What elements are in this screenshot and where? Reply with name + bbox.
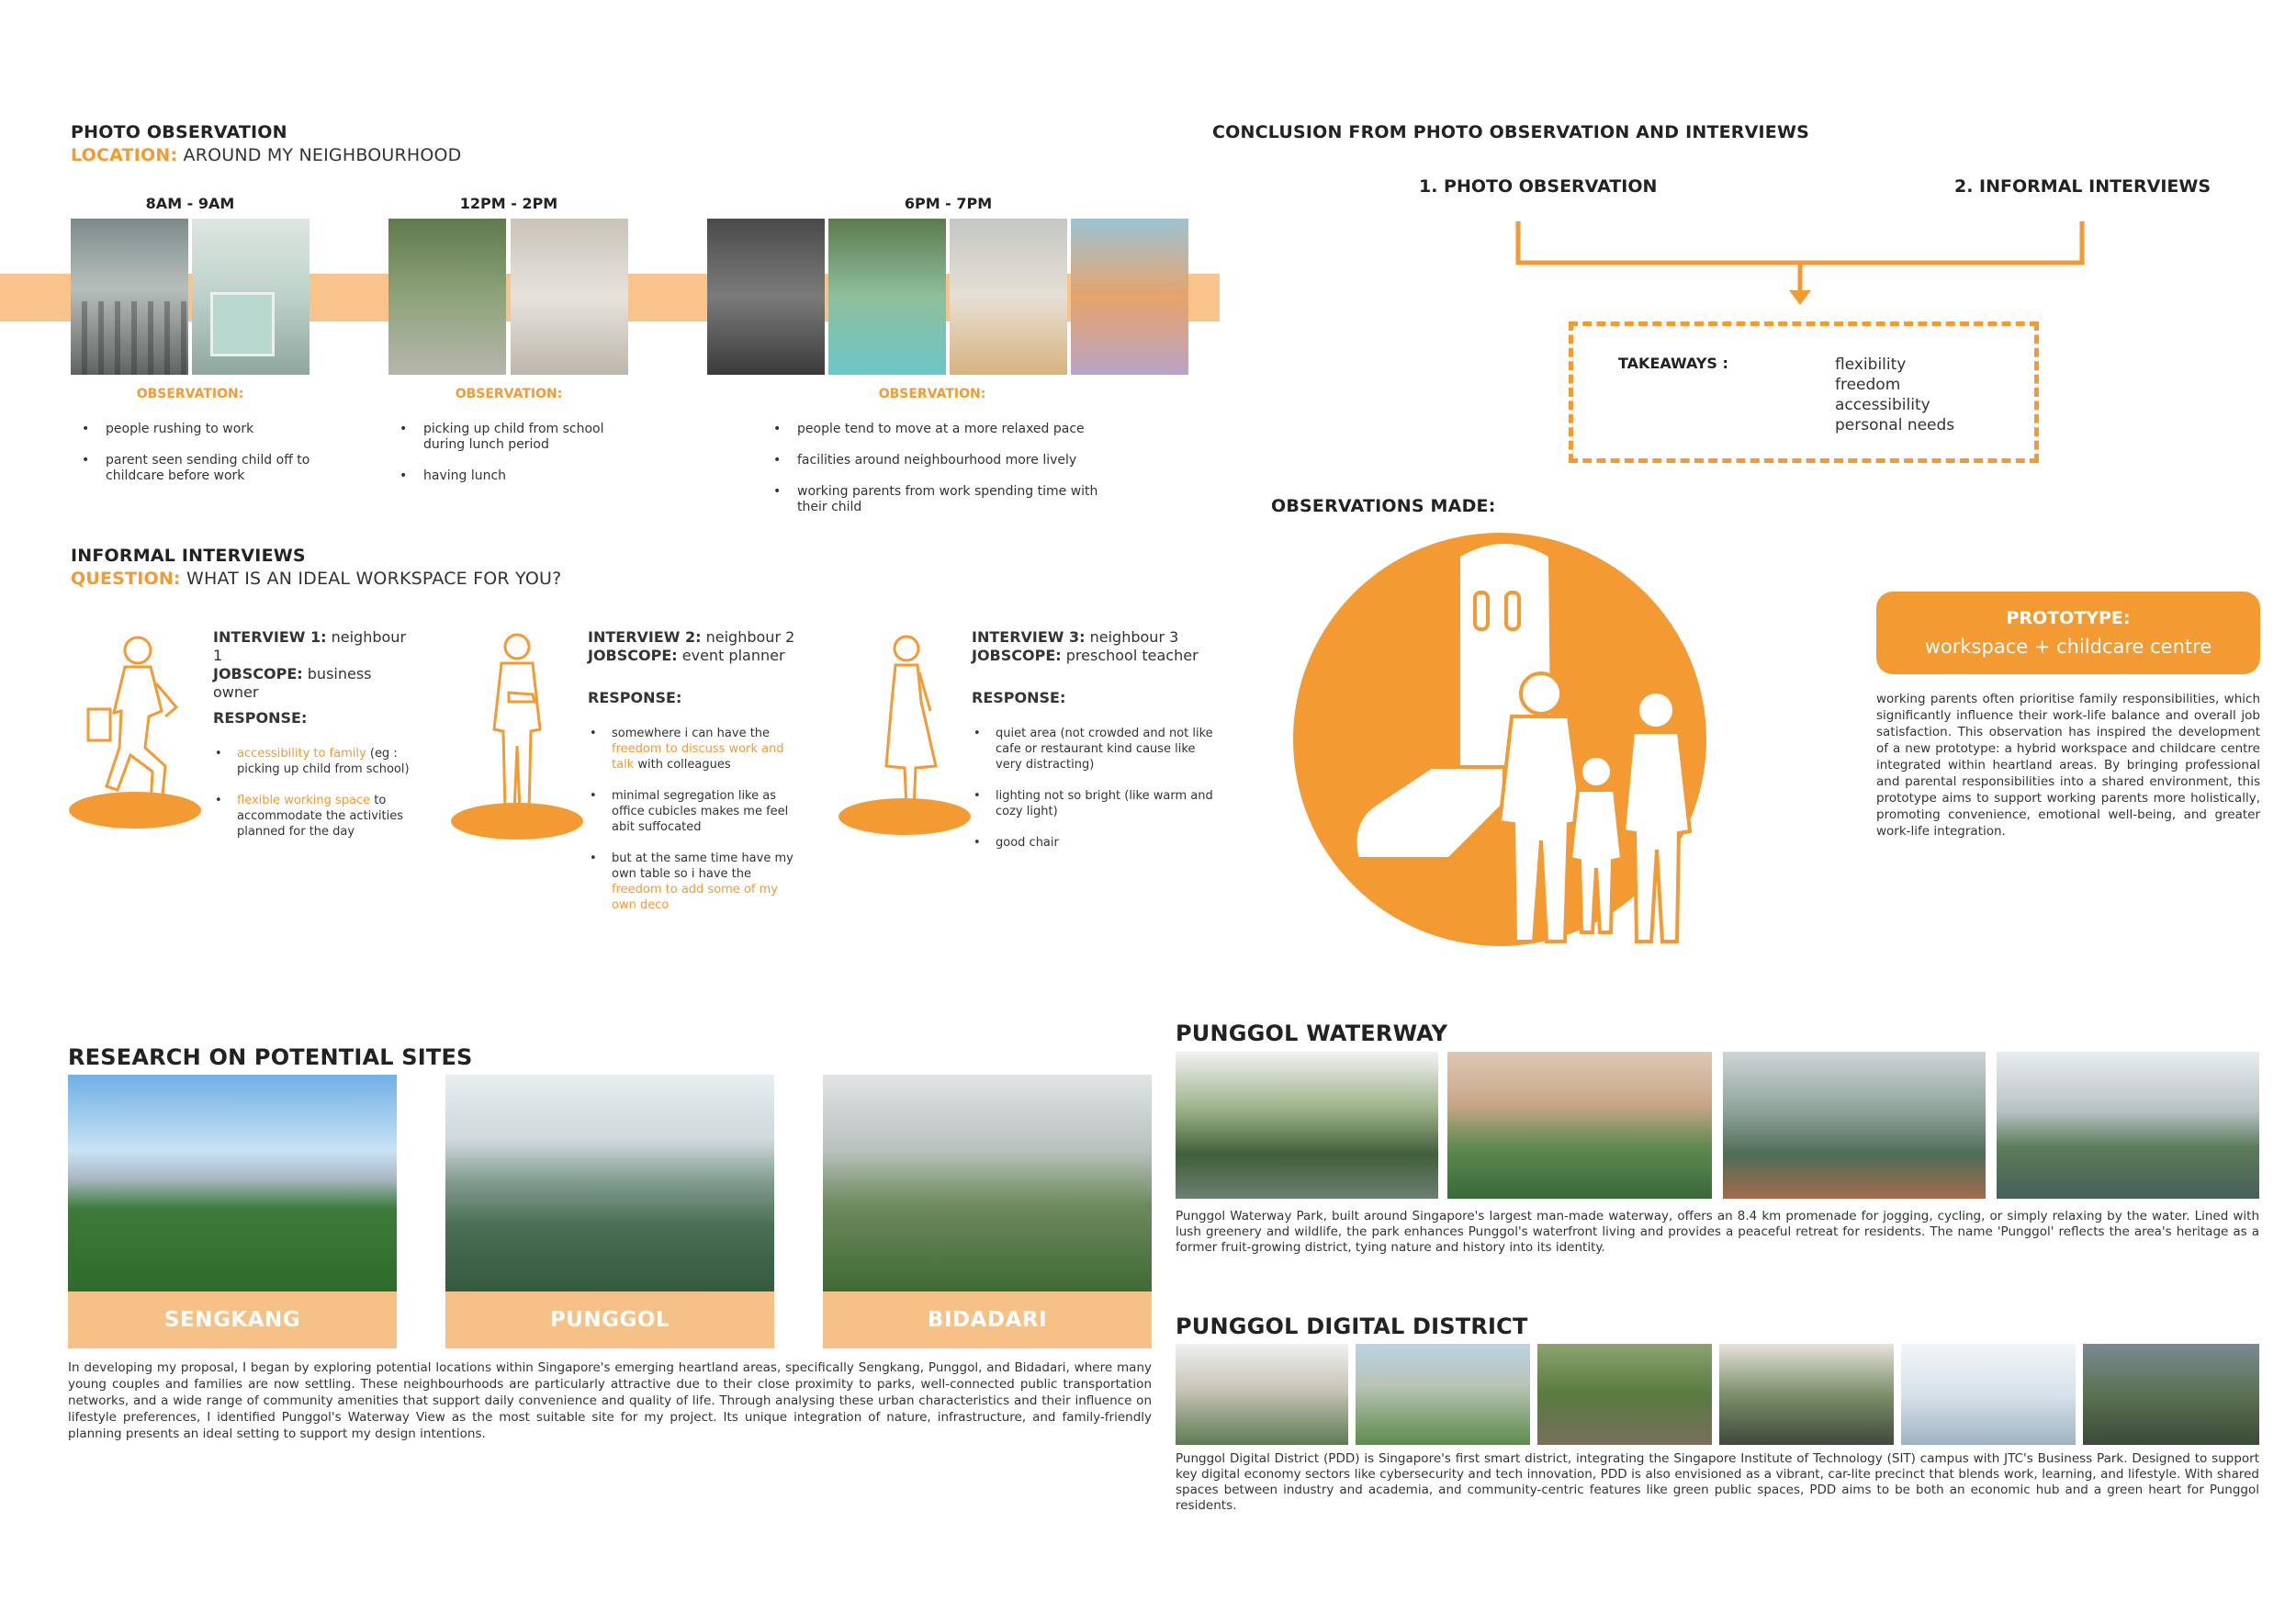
- photo-evening-court: [950, 219, 1067, 375]
- question-label: QUESTION:: [71, 569, 181, 589]
- time-label-evening: 6PM - 7PM: [904, 195, 993, 212]
- teacher-dress-icon: [886, 637, 936, 808]
- waterway-text: Punggol Waterway Park, built around Singapore's largest man-made waterway, offers an 8.4 km promenade for jogging, cycling, or simply relaxing by the water. Lined with lush greenery and wildlife, the park enhances Punggol's waterfront living and provides a peaceful retreat for residents. The name 'Punggol' reflects the area's heritage as a former fruit-growing district, tying nature and history into its identity.: [1176, 1209, 2259, 1255]
- jobscope-label: JOBSCOPE:: [972, 647, 1062, 664]
- waterway-photo-1: [1176, 1052, 1438, 1199]
- response-text: with colleagues: [634, 758, 731, 772]
- list-item: • working parents from work spending time with their child: [762, 484, 1130, 515]
- photo-noon-lunch: [511, 219, 628, 375]
- response-text: minimal segregation like as office cubicles makes me feel abit suffocated: [612, 789, 789, 834]
- interview-2-jobscope: event planner: [681, 647, 785, 664]
- interview-3-responses: [972, 726, 1220, 866]
- photo-evening-playground: [828, 219, 946, 375]
- orange-platform-icon: [838, 798, 971, 835]
- site-label-sengkang: SENGKANG: [68, 1291, 397, 1348]
- observation-label-morning: OBSERVATION:: [136, 387, 244, 401]
- response-highlight: freedom to add some of my own deco: [612, 883, 778, 912]
- prototype-text: working parents often prioritise family responsibilities, which significantly influence their work-life balance and overall job satisfaction. This observation has inspired the development of a new prototype: a hybrid workspace and childcare centre integrated within heartland areas. By bringing professional and parental responsibilities into a shared environment, this prototype aims to support working parents more holistically, promoting convenience, emotional well-being, and greater work-life integration.: [1876, 692, 2260, 839]
- takeaways-list: [1835, 355, 1954, 435]
- bracket-line-icon: [1518, 221, 2082, 263]
- response-highlight: flexible working space: [237, 794, 371, 807]
- family-slide-illustration: [1266, 528, 1734, 951]
- conclusion-left-label: 1. PHOTO OBSERVATION: [1419, 176, 1658, 197]
- takeaways-label: TAKEAWAYS :: [1618, 355, 1728, 372]
- photo-morning-mrt: [71, 219, 188, 375]
- interview-2-label: INTERVIEW 2:: [588, 628, 702, 646]
- interview-1-label: INTERVIEW 1:: [213, 628, 327, 646]
- response-text: but at the same time have my own table so i have the: [612, 851, 793, 881]
- pdd-photo-1: [1176, 1344, 1348, 1445]
- conclusion-title: CONCLUSION FROM PHOTO OBSERVATION AND INTERVIEWS: [1212, 122, 1810, 142]
- interview-2-who: neighbour 2: [705, 628, 795, 646]
- list-item: • parent seen sending child off to childcare before work: [71, 453, 328, 484]
- jobscope-label: JOBSCOPE:: [588, 647, 678, 664]
- list-item: accessibility: [1835, 396, 1930, 414]
- businessman-walking-icon: [88, 637, 176, 805]
- list-item: • good chair: [972, 835, 1220, 851]
- list-item: [213, 746, 415, 777]
- conclusion-connector: [1506, 217, 2094, 309]
- prototype-value: workspace + childcare centre: [1924, 636, 2212, 658]
- interview-3-header: [972, 628, 1229, 665]
- event-planner-standing-icon: [494, 635, 540, 812]
- location-label: LOCATION:: [71, 145, 178, 165]
- research-text: In developing my proposal, I began by exploring potential locations within Singapore's emerging heartland areas, specifically Sengkang, Punggol, and Bidadari, where many young couples and families are now settling. These neighbourhoods are particularly attractive due to their close proximity to parks, well-connected public transportation networks, and a wide range of community amenities that support daily convenience and quality of life. Through analysing these urban characteristics and their influence on lifestyle preferences, I identified Punggol's Waterway View as the most suitable site for my project. Its unique integration of nature, infrastructure, and family-friendly planning presents an ideal setting to support my design intentions.: [68, 1360, 1152, 1441]
- interviewee-1-figure: [66, 628, 213, 840]
- prototype-title: PROTOTYPE:: [2006, 608, 2131, 628]
- pdd-photo-3: [1537, 1344, 1712, 1445]
- list-item: • lighting not so bright (like warm and cozy light): [972, 788, 1220, 819]
- takeaways-box: [1569, 321, 2039, 463]
- photo-observation-title: PHOTO OBSERVATION: [71, 122, 287, 142]
- interview-3-who: neighbour 3: [1089, 628, 1179, 646]
- list-item: [588, 788, 804, 835]
- location-value: AROUND MY NEIGHBOURHOOD: [183, 145, 462, 165]
- list-item: flexibility: [1835, 355, 1907, 374]
- response-highlight: accessibility to family: [237, 747, 366, 761]
- list-item: [588, 851, 804, 913]
- waterway-photo-4: [1997, 1052, 2259, 1199]
- waterway-photo-3: [1723, 1052, 1986, 1199]
- site-photo-bidadari: [823, 1075, 1152, 1291]
- list-item: • people rushing to work: [71, 422, 328, 437]
- time-label-noon: 12PM - 2PM: [459, 195, 558, 212]
- interviewee-3-figure: [831, 628, 978, 849]
- interview-2-responses: [588, 726, 804, 929]
- response-text: (eg : picking up child from school): [237, 747, 410, 776]
- list-item: • people tend to move at a more relaxed pace: [762, 422, 1130, 437]
- site-photo-punggol: [445, 1075, 774, 1291]
- list-item: • facilities around neighbourhood more lively: [762, 453, 1130, 468]
- interview-3-jobscope: preschool teacher: [1065, 647, 1199, 664]
- observation-label-noon: OBSERVATION:: [455, 387, 563, 401]
- interview-2-header: [588, 628, 808, 665]
- orange-platform-icon: [69, 792, 201, 829]
- pdd-photo-6: [2083, 1344, 2259, 1445]
- time-label-morning: 8AM - 9AM: [145, 195, 235, 212]
- list-item: • quiet area (not crowded and not like cafe or restaurant kind cause like very distracting): [972, 726, 1220, 773]
- interview-1-jobscope: business owner: [213, 665, 372, 701]
- observation-label-evening: OBSERVATION:: [878, 387, 986, 401]
- interview-1-responses: [213, 746, 415, 855]
- list-item: • picking up child from school during lunch period: [388, 422, 636, 453]
- list-item: [588, 726, 804, 773]
- interview-1-header: [213, 628, 420, 702]
- photo-morning-childcare: [192, 219, 310, 375]
- photo-evening-slide: [1071, 219, 1188, 375]
- research-title: RESEARCH ON POTENTIAL SITES: [68, 1044, 473, 1070]
- waterway-title: PUNGGOL WATERWAY: [1176, 1021, 1448, 1046]
- digital-district-title: PUNGGOL DIGITAL DISTRICT: [1176, 1314, 1528, 1339]
- question-value: WHAT IS AN IDEAL WORKSPACE FOR YOU?: [186, 569, 562, 589]
- location-line: [71, 145, 462, 165]
- list-item: freedom: [1835, 376, 1901, 394]
- interview-3-label: INTERVIEW 3:: [972, 628, 1086, 646]
- site-label-punggol: PUNGGOL: [445, 1291, 774, 1348]
- photo-evening-escalator: [707, 219, 825, 375]
- arrow-down-icon: [1789, 290, 1811, 305]
- interview-1-who: neighbour 1: [213, 628, 407, 664]
- informal-interviews-title: INFORMAL INTERVIEWS: [71, 546, 306, 566]
- waterway-photo-2: [1447, 1052, 1712, 1199]
- pdd-photo-5: [1901, 1344, 2076, 1445]
- observations-made-title: OBSERVATIONS MADE:: [1271, 496, 1496, 516]
- orange-platform-icon: [451, 803, 583, 840]
- response-highlight: freedom to discuss work and talk: [612, 742, 784, 772]
- photo-noon-school: [388, 219, 506, 375]
- list-item: personal needs: [1835, 416, 1955, 434]
- prototype-card: [1876, 592, 2260, 674]
- interview-3-response-label: RESPONSE:: [972, 689, 1066, 706]
- list-item: • having lunch: [388, 468, 636, 484]
- jobscope-label: JOBSCOPE:: [213, 665, 303, 682]
- pdd-photo-4: [1719, 1344, 1894, 1445]
- response-text: to accommodate the activities planned for the day: [237, 794, 404, 839]
- list-item: [213, 793, 415, 840]
- pdd-photo-2: [1356, 1344, 1530, 1445]
- site-label-bidadari: BIDADARI: [823, 1291, 1152, 1348]
- observation-list-noon: [388, 422, 636, 500]
- interview-1-response-label: RESPONSE:: [213, 709, 308, 727]
- digital-district-text: Punggol Digital District (PDD) is Singapore's first smart district, integrating the Singapore Institute of Technology (SIT) campus with JTC's Business Park. Designed to support key digital economy sectors like cybersecurity and tech innovation, PDD is also envisioned as a vibrant, car-lite precinct that blends work, learning, and lifestyle. With shared spaces between industry and academia, and community-centric features like green public spaces, PDD aims to be both an economic hub and a green heart for Punggol residents.: [1176, 1451, 2259, 1513]
- question-line: [71, 569, 561, 589]
- interview-2-response-label: RESPONSE:: [588, 689, 682, 706]
- interviewee-2-figure: [448, 628, 586, 849]
- response-text: somewhere i can have the: [612, 727, 771, 740]
- observation-list-evening: [762, 422, 1130, 531]
- conclusion-right-label: 2. INFORMAL INTERVIEWS: [1954, 176, 2212, 197]
- observation-list-morning: [71, 422, 328, 500]
- site-photo-sengkang: [68, 1075, 397, 1291]
